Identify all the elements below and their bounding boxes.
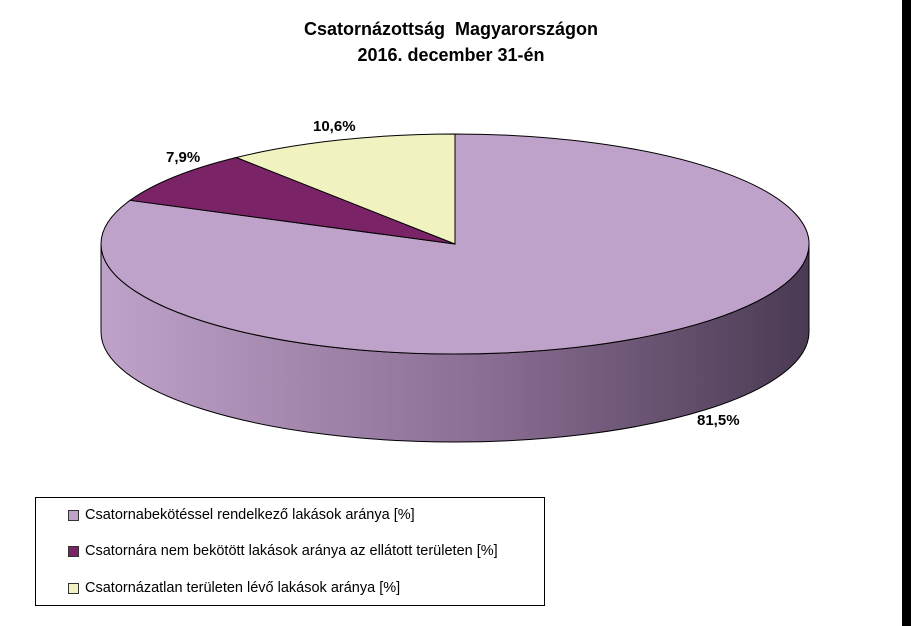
legend-label-not-connected: Csatornára nem bekötött lakások aránya az ellátott területen [%] [85,543,498,559]
legend-swatch-unsewered [68,583,79,594]
legend-item-unsewered [68,578,400,598]
legend-item-not-connected [68,541,498,561]
chart-title-line-1: Csatornázottság Magyarországon [303,19,599,39]
legend-label-connected: Csatornabekötéssel rendelkező lakások aránya [%] [85,507,415,523]
pie-label-not-connected: 7,9% [166,149,201,166]
legend-swatch-not-connected [68,546,79,557]
legend-item-connected [68,505,415,525]
legend-swatch-connected [68,510,79,521]
legend [35,497,545,606]
pie-label-unsewered: 10,6% [313,118,356,135]
pie-label-connected: 81,5% [697,412,740,429]
legend-label-unsewered: Csatornázatlan területen lévő lakások aránya [%] [85,580,401,596]
chart-title-line-2: 2016. december 31-én [357,45,545,65]
